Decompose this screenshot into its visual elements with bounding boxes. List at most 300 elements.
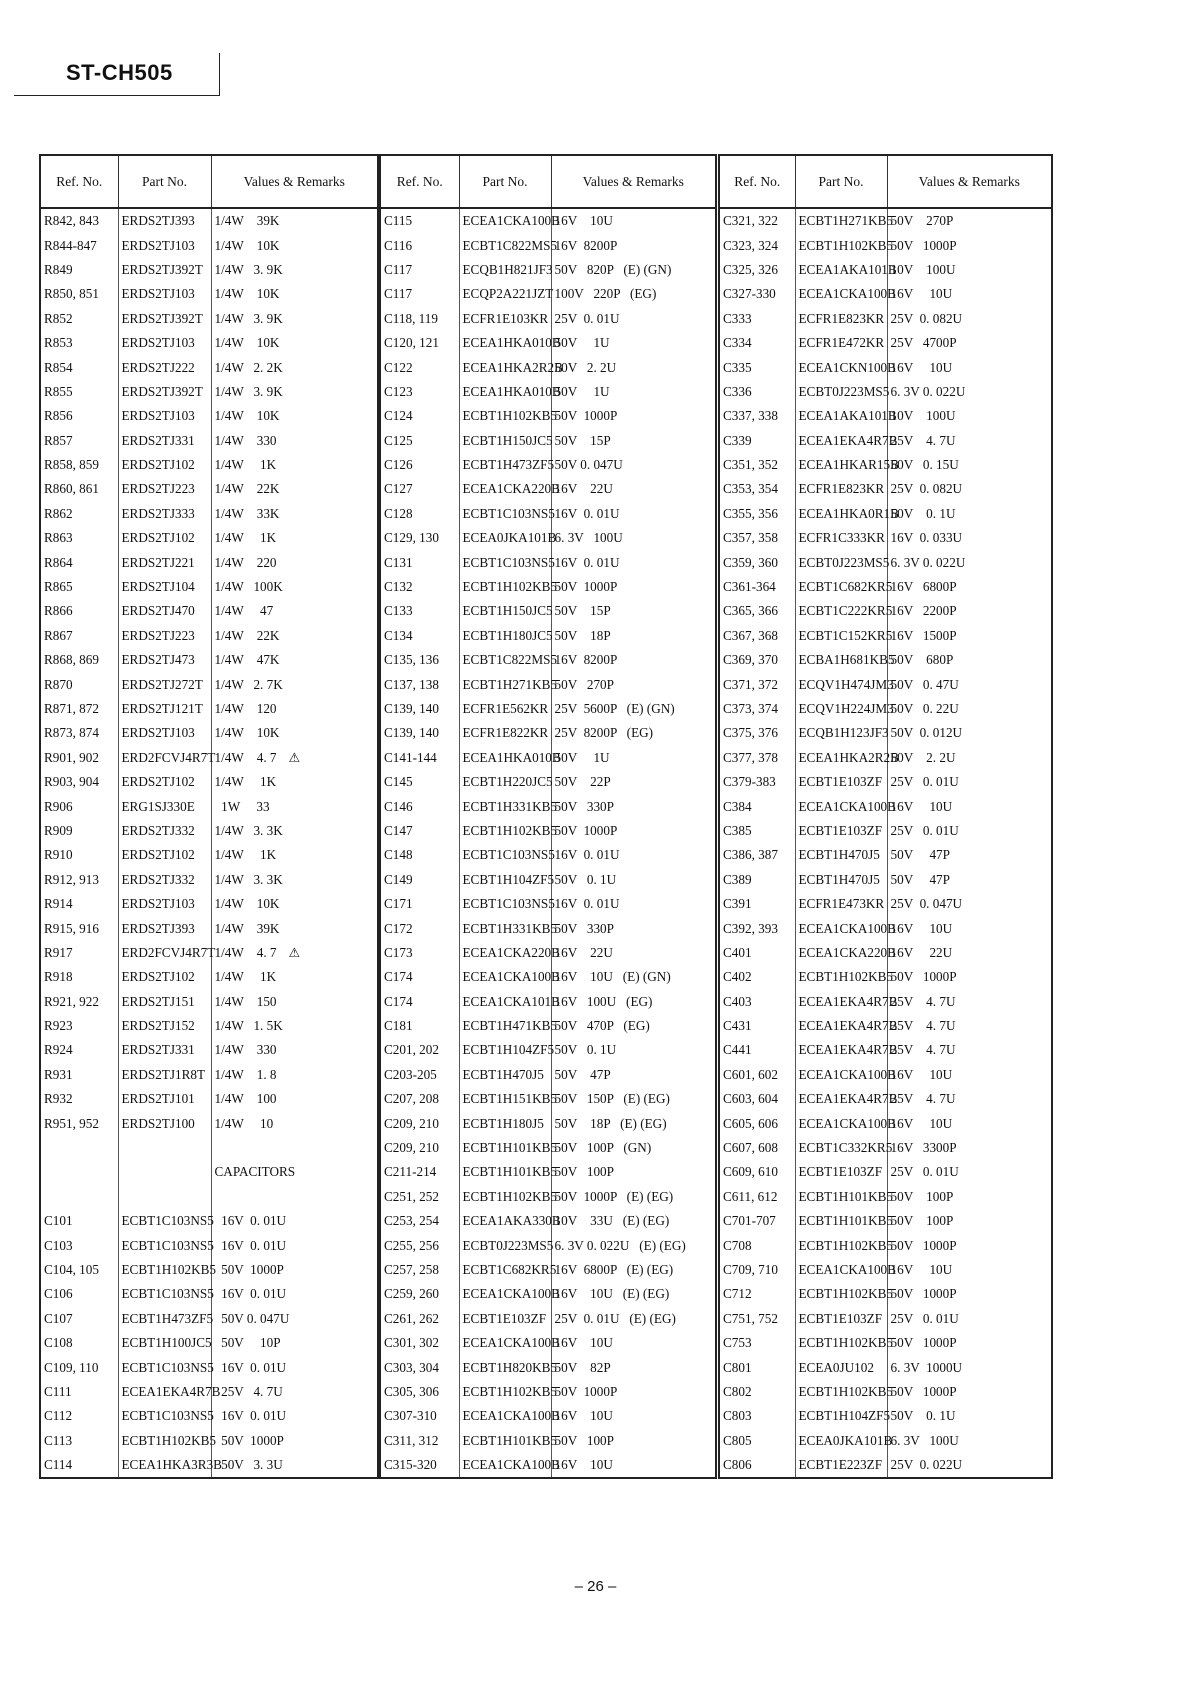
table-row <box>40 1331 378 1355</box>
table-row <box>719 1282 1052 1306</box>
part-no-cell: ECBT1E103ZF <box>795 1307 887 1331</box>
part-no-cell: ECBT1H102KB5 <box>795 1282 887 1306</box>
value-text: 16V 22U <box>890 944 953 960</box>
part-no-cell: ECBT1C103NS5 <box>459 843 551 867</box>
values-cell <box>551 990 716 1014</box>
model-title: ST-CH505 <box>66 60 173 85</box>
value-text: 1/4W 3. 9K <box>214 383 283 399</box>
ref-no-cell: R844-847 <box>40 233 118 257</box>
values-cell <box>887 282 1052 306</box>
values-cell <box>551 233 716 257</box>
parts-table-middle <box>379 154 717 1479</box>
value-text: 25V 0. 01U <box>890 822 959 838</box>
value-text: 25V 0. 047U <box>890 896 963 912</box>
part-no-cell: ECEA1AKA101B <box>795 404 887 428</box>
table-row <box>40 1282 378 1306</box>
part-no-cell: ECQV1H224JM3 <box>795 697 887 721</box>
values-cell <box>551 721 716 745</box>
value-text: 1/4W 330 <box>214 432 277 448</box>
ref-no-cell: C125 <box>380 429 459 453</box>
table-row <box>40 1014 378 1038</box>
values-cell <box>551 770 716 794</box>
safety-warning-icon: ⚠ <box>288 749 301 765</box>
value-text: 1/4W 1K <box>214 457 277 473</box>
values-cell <box>887 648 1052 672</box>
part-no-cell: ECQB1H821JF3 <box>459 258 551 282</box>
table-row <box>719 868 1052 892</box>
value-text: 50V 100P <box>890 1188 954 1204</box>
ref-no-cell: R852 <box>40 307 118 331</box>
ref-no-cell: R914 <box>40 892 118 916</box>
table-row <box>719 477 1052 501</box>
ref-no-cell: C107 <box>40 1307 118 1331</box>
values-cell <box>551 1136 716 1160</box>
part-no-cell <box>118 1136 211 1160</box>
value-text: 1/4W 10K <box>214 237 280 253</box>
table-row <box>40 1063 378 1087</box>
value-text: 1/4W 10K <box>214 286 280 302</box>
col-header-part: Part No. <box>459 155 551 208</box>
part-no-cell: ECBT1H101KB5 <box>459 1160 551 1184</box>
values-cell <box>551 1038 716 1062</box>
part-no-cell: ERDS2TJ102 <box>118 965 211 989</box>
ref-no-cell: C104, 105 <box>40 1258 118 1282</box>
value-text: 16V 10U <box>554 213 613 229</box>
table-row <box>380 1160 716 1184</box>
ref-no-cell: R917 <box>40 941 118 965</box>
part-no-cell: ECFR1E472KR <box>795 331 887 355</box>
ref-no-cell: C147 <box>380 819 459 843</box>
part-no-cell: ERDS2TJ223 <box>118 624 211 648</box>
part-no-cell: ECBT1H102KB5 <box>459 819 551 843</box>
values-cell <box>551 965 716 989</box>
value-text: 25V 4. 7U <box>214 1383 283 1399</box>
ref-no-cell: C148 <box>380 843 459 867</box>
part-no-cell: ECBT0J223MS5 <box>795 550 887 574</box>
value-text: 25V 0. 01U <box>890 1164 959 1180</box>
ref-no-cell: C355, 356 <box>719 502 795 526</box>
table-row <box>380 404 716 428</box>
part-no-cell: ECEA1CKA100B <box>795 794 887 818</box>
values-cell <box>887 599 1052 623</box>
col-header-values: Values & Remarks <box>211 155 378 208</box>
table-row <box>380 550 716 574</box>
part-no-cell: ERDS2TJ272T <box>118 672 211 696</box>
part-no-cell: ERDS2TJ102 <box>118 526 211 550</box>
ref-no-cell: C605, 606 <box>719 1111 795 1135</box>
part-no-cell: ECEA1HKA010B <box>459 746 551 770</box>
ref-no-cell: C323, 324 <box>719 233 795 257</box>
table-row <box>719 1429 1052 1453</box>
part-no-cell: ECEA1HKA010B <box>459 331 551 355</box>
ref-no-cell: R915, 916 <box>40 916 118 940</box>
ref-no-cell: C174 <box>380 990 459 1014</box>
ref-no-cell: C753 <box>719 1331 795 1355</box>
table-row <box>380 843 716 867</box>
value-text: 50V 270P <box>554 676 614 692</box>
ref-no-cell: R865 <box>40 575 118 599</box>
values-cell <box>211 965 378 989</box>
value-text: 16V 10U <box>890 286 953 302</box>
table-row <box>40 355 378 379</box>
table-row <box>719 233 1052 257</box>
col-header-ref: Ref. No. <box>380 155 459 208</box>
ref-no-cell: C123 <box>380 380 459 404</box>
part-no-cell: ECEA1CKA100B <box>459 1331 551 1355</box>
table-row <box>380 233 716 257</box>
table-row <box>40 380 378 404</box>
value-text: 1W 33 <box>214 798 270 814</box>
ref-no-cell: C109, 110 <box>40 1355 118 1379</box>
ref-no-cell: C384 <box>719 794 795 818</box>
values-cell <box>211 1209 378 1233</box>
value-text: 25V 0. 082U <box>890 481 963 497</box>
values-cell <box>887 208 1052 233</box>
table-row <box>719 721 1052 745</box>
value-text: 25V 0. 01U (E) (EG) <box>554 1310 676 1326</box>
table-row <box>380 1380 716 1404</box>
part-no-cell: ERDS2TJ392T <box>118 258 211 282</box>
value-text: 50V 1000P <box>890 237 957 253</box>
values-cell <box>551 550 716 574</box>
part-no-cell: ECBT1C332KR5 <box>795 1136 887 1160</box>
ref-no-cell: C379-383 <box>719 770 795 794</box>
values-cell <box>211 599 378 623</box>
table-row <box>380 1063 716 1087</box>
values-cell <box>211 380 378 404</box>
value-text: 1/4W 3. 3K <box>214 871 283 887</box>
value-text: 50V 0. 15U <box>890 457 959 473</box>
value-text: 1/4W 1K <box>214 530 277 546</box>
table-row <box>719 502 1052 526</box>
value-text: 25V 0. 01U <box>890 1310 959 1326</box>
ref-no-cell: R903, 904 <box>40 770 118 794</box>
ref-no-cell: C806 <box>719 1453 795 1478</box>
values-cell <box>551 1160 716 1184</box>
value-text: 16V 0. 01U <box>214 1237 287 1253</box>
value-text: 50V 82P <box>554 1359 611 1375</box>
ref-no-cell: R909 <box>40 819 118 843</box>
parts-table-right <box>718 154 1053 1479</box>
values-cell <box>551 916 716 940</box>
values-cell <box>887 550 1052 574</box>
table-row <box>719 1307 1052 1331</box>
values-cell <box>551 819 716 843</box>
part-no-cell: ECFR1E823KR <box>795 477 887 501</box>
table-row <box>719 1185 1052 1209</box>
ref-no-cell: C127 <box>380 477 459 501</box>
table-row <box>719 355 1052 379</box>
table-row <box>40 1209 378 1233</box>
table-row <box>380 990 716 1014</box>
part-no-cell: ECBT0J223MS5 <box>459 1233 551 1257</box>
part-no-cell: ECBT1H102KB5 <box>459 1380 551 1404</box>
part-no-cell: ECEA1HKA2R2B <box>459 355 551 379</box>
part-no-cell: ECEA1CKA100B <box>459 1404 551 1428</box>
table-row <box>719 1404 1052 1428</box>
values-cell <box>211 624 378 648</box>
values-cell <box>211 1331 378 1355</box>
value-text: 25V 4. 7U <box>890 432 956 448</box>
table-row <box>40 819 378 843</box>
value-text: 25V 0. 01U <box>890 774 959 790</box>
ref-no-cell: R853 <box>40 331 118 355</box>
values-cell <box>551 648 716 672</box>
table-row <box>719 1136 1052 1160</box>
part-no-cell: ECBT1H220JC5 <box>459 770 551 794</box>
values-cell <box>211 672 378 696</box>
values-cell <box>211 1233 378 1257</box>
value-text: 1/4W 3. 9K <box>214 310 283 326</box>
table-row <box>380 1429 716 1453</box>
value-text: 50V 1U <box>554 749 610 765</box>
value-text: 16V 10U <box>554 1457 613 1473</box>
part-no-cell: ECBT1C103NS5 <box>459 892 551 916</box>
value-text: 16V 10U <box>554 1335 613 1351</box>
table-row <box>380 208 716 233</box>
part-no-cell: ECEA1CKA100B <box>795 1258 887 1282</box>
col-header-part: Part No. <box>118 155 211 208</box>
value-text: 1/4W 120 <box>214 701 277 716</box>
values-cell <box>887 1380 1052 1404</box>
table-row <box>719 1038 1052 1062</box>
values-cell <box>211 941 378 965</box>
values-cell <box>887 331 1052 355</box>
ref-no-cell: C307-310 <box>380 1404 459 1428</box>
table-row <box>380 1404 716 1428</box>
ref-no-cell: R932 <box>40 1087 118 1111</box>
part-no-cell: ECBT1H101KB5 <box>459 1136 551 1160</box>
part-no-cell: ECBT1C682KR5 <box>795 575 887 599</box>
value-text: 50V 1000P <box>554 408 618 424</box>
values-cell <box>211 404 378 428</box>
ref-no-cell: C145 <box>380 770 459 794</box>
value-text: 6. 3V 0. 022U <box>890 554 966 570</box>
part-no-cell: ECEA1EKA4R7B <box>795 1087 887 1111</box>
values-cell <box>551 331 716 355</box>
value-text: 1/4W 1K <box>214 969 277 985</box>
ref-no-cell: C365, 366 <box>719 599 795 623</box>
table-row <box>719 1160 1052 1184</box>
ref-no-cell: C603, 604 <box>719 1087 795 1111</box>
part-no-cell: ERDS2TJ103 <box>118 282 211 306</box>
ref-no-cell: C431 <box>719 1014 795 1038</box>
values-cell <box>211 1453 378 1478</box>
table-row <box>719 1258 1052 1282</box>
part-no-cell: ECEA1EKA4R7B <box>795 429 887 453</box>
values-cell <box>887 1404 1052 1428</box>
ref-no-cell: C333 <box>719 307 795 331</box>
ref-no-cell: R856 <box>40 404 118 428</box>
part-no-cell: ERDS2TJ470 <box>118 599 211 623</box>
value-text: 50V 1000P <box>554 579 618 595</box>
value-text: 50V 100P <box>554 1432 614 1448</box>
table-row <box>40 794 378 818</box>
values-cell <box>887 1233 1052 1257</box>
values-cell <box>887 1331 1052 1355</box>
table-row <box>40 331 378 355</box>
table-row <box>380 1209 716 1233</box>
part-no-cell: ERD2FCVJ4R7T <box>118 746 211 770</box>
part-no-cell: ECBT1H104ZF5 <box>795 1404 887 1428</box>
values-cell <box>887 965 1052 989</box>
part-no-cell: ERDS2TJ473 <box>118 648 211 672</box>
value-text: 50V 18P <box>554 627 611 643</box>
value-text: 50V 22P <box>554 774 611 790</box>
part-no-cell: ECBT1C103NS5 <box>118 1404 211 1428</box>
table-row <box>380 1282 716 1306</box>
value-text: 1/4W 10K <box>214 335 280 351</box>
values-cell <box>887 672 1052 696</box>
ref-no-cell: C305, 306 <box>380 1380 459 1404</box>
ref-no-cell: C369, 370 <box>719 648 795 672</box>
ref-no-cell: C321, 322 <box>719 208 795 233</box>
ref-no-cell: C126 <box>380 453 459 477</box>
table-row <box>719 1087 1052 1111</box>
part-no-cell: ECBT1H271KB5 <box>795 208 887 233</box>
ref-no-cell: C334 <box>719 331 795 355</box>
value-text: 1/4W 330 <box>214 1042 277 1058</box>
value-text: 50V 1000P <box>214 1261 284 1277</box>
part-no-cell: ECEA1CKA100B <box>459 208 551 233</box>
ref-no-cell: C122 <box>380 355 459 379</box>
table-row <box>40 1136 378 1160</box>
value-text: 1/4W 3. 9K <box>214 261 283 277</box>
table-row <box>719 1233 1052 1257</box>
table-row <box>40 233 378 257</box>
values-cell <box>887 502 1052 526</box>
value-text: 6. 3V 100U <box>890 1432 959 1448</box>
ref-no-cell: R850, 851 <box>40 282 118 306</box>
value-text: 50V 1U <box>554 383 610 399</box>
value-text: 16V 1500P <box>890 627 957 643</box>
values-cell <box>887 721 1052 745</box>
values-cell <box>887 990 1052 1014</box>
part-no-cell: ECEA1HKAR15B <box>795 453 887 477</box>
value-text: 25V 8200P (EG) <box>554 725 654 741</box>
ref-no-cell: R862 <box>40 502 118 526</box>
part-no-cell: ERG1SJ330E <box>118 794 211 818</box>
values-cell <box>551 599 716 623</box>
table-row <box>719 1453 1052 1478</box>
ref-no-cell: R870 <box>40 672 118 696</box>
values-cell <box>887 1258 1052 1282</box>
table-row <box>40 208 378 233</box>
col-header-part: Part No. <box>795 155 887 208</box>
part-no-cell: ECBT1H102KB5 <box>795 233 887 257</box>
value-text: 16V 0. 01U <box>214 1408 287 1424</box>
ref-no-cell: C108 <box>40 1331 118 1355</box>
values-cell <box>551 1453 716 1478</box>
values-cell <box>551 1282 716 1306</box>
value-text: 1/4W 220 <box>214 554 277 570</box>
ref-no-cell: R867 <box>40 624 118 648</box>
values-cell <box>551 477 716 501</box>
part-no-cell: ECEA1CKA100B <box>795 1063 887 1087</box>
table-row <box>380 721 716 745</box>
part-no-cell: ERDS2TJ121T <box>118 697 211 721</box>
value-text: 50V 330P <box>554 920 614 936</box>
table-row <box>380 307 716 331</box>
value-text: 50V 1000P <box>214 1432 284 1448</box>
table-row <box>380 1185 716 1209</box>
ref-no-cell: C101 <box>40 1209 118 1233</box>
table-row <box>380 941 716 965</box>
value-text: 25V 4. 7U <box>890 1091 956 1107</box>
ref-no-cell: C403 <box>719 990 795 1014</box>
value-text: 50V 47P <box>890 871 950 887</box>
value-text: 50V 18P (E) (EG) <box>554 1115 667 1131</box>
value-text: 1/4W 2. 7K <box>214 676 283 692</box>
header-rule <box>14 95 220 96</box>
ref-no-cell <box>40 1185 118 1209</box>
ref-no-cell: C112 <box>40 1404 118 1428</box>
values-cell <box>211 1014 378 1038</box>
part-no-cell: ECEA1AKA330B <box>459 1209 551 1233</box>
ref-no-cell: C353, 354 <box>719 477 795 501</box>
ref-no-cell: C401 <box>719 941 795 965</box>
value-text: 16V 0. 01U <box>554 847 620 863</box>
part-no-cell: ECBT1H102KB5 <box>459 575 551 599</box>
value-text: 16V 22U <box>554 944 613 960</box>
values-cell <box>551 1429 716 1453</box>
ref-no-cell: C607, 608 <box>719 1136 795 1160</box>
part-no-cell: ECEA1CKA100B <box>795 916 887 940</box>
ref-no-cell: R871, 872 <box>40 697 118 721</box>
part-no-cell: ECBT1C103NS5 <box>459 550 551 574</box>
value-text: 16V 10U <box>890 1261 953 1277</box>
part-no-cell: ECBT1H151KB5 <box>459 1087 551 1111</box>
table-row <box>380 916 716 940</box>
table-row <box>40 1258 378 1282</box>
value-text: 50V 1U <box>554 335 610 351</box>
values-cell <box>211 746 378 770</box>
ref-no-cell: C132 <box>380 575 459 599</box>
table-row <box>719 770 1052 794</box>
ref-no-cell: C261, 262 <box>380 1307 459 1331</box>
part-no-cell: ECBT1H150JC5 <box>459 429 551 453</box>
part-no-cell: ECBT1C822MS5 <box>459 233 551 257</box>
table-row <box>380 770 716 794</box>
table-row <box>719 380 1052 404</box>
part-no-cell: ECBT1H101KB5 <box>459 1429 551 1453</box>
table-row <box>40 477 378 501</box>
ref-no-cell: C315-320 <box>380 1453 459 1478</box>
value-text: 1/4W 22K <box>214 481 280 497</box>
values-cell <box>551 1063 716 1087</box>
part-no-cell: ERDS2TJ151 <box>118 990 211 1014</box>
values-cell <box>887 258 1052 282</box>
value-text: 1/4W 10 <box>214 1115 274 1131</box>
part-no-cell: ECQV1H474JM3 <box>795 672 887 696</box>
part-no-cell: ECBT1H104ZF5 <box>459 868 551 892</box>
values-cell <box>887 575 1052 599</box>
ref-no-cell: C111 <box>40 1380 118 1404</box>
value-text: 16V 10U (E) (GN) <box>554 969 671 985</box>
ref-no-cell: C257, 258 <box>380 1258 459 1282</box>
ref-no-cell: C131 <box>380 550 459 574</box>
ref-no-cell: R860, 861 <box>40 477 118 501</box>
value-text: 1/4W 47K <box>214 652 280 668</box>
value-text: 16V 2200P <box>890 603 957 619</box>
values-cell <box>551 307 716 331</box>
table-row <box>380 502 716 526</box>
ref-no-cell: C129, 130 <box>380 526 459 550</box>
table-row <box>40 1087 378 1111</box>
ref-no-cell: R849 <box>40 258 118 282</box>
ref-no-cell: C251, 252 <box>380 1185 459 1209</box>
value-text: 50V 0. 22U <box>890 701 959 716</box>
